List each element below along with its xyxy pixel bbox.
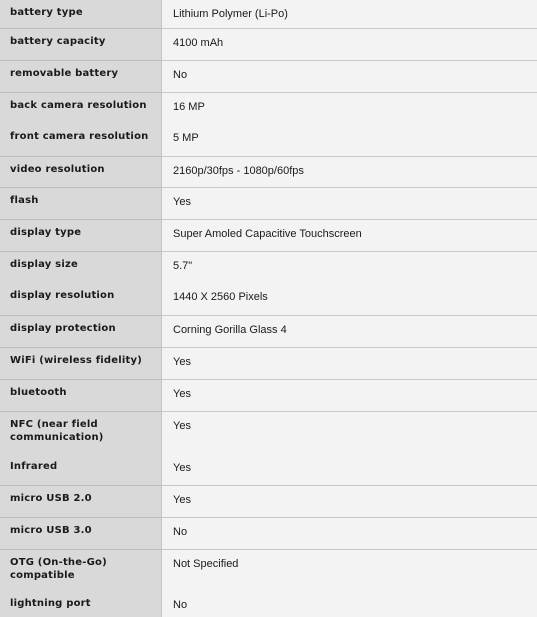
- spec-value: Lithium Polymer (Li-Po): [162, 0, 537, 28]
- spec-value: Not Specified: [162, 549, 537, 591]
- spec-row-battery-type: [0, 0, 537, 28]
- spec-label: video resolution: [0, 156, 162, 187]
- spec-value: Corning Gorilla Glass 4: [162, 315, 537, 347]
- spec-label: removable battery: [0, 60, 162, 92]
- spec-row-wifi: [0, 347, 537, 379]
- spec-row-nfc: [0, 411, 537, 454]
- spec-label: battery type: [0, 0, 162, 28]
- spec-label: micro USB 3.0: [0, 517, 162, 549]
- spec-row-lightning-port: [0, 591, 537, 617]
- spec-value: 1440 X 2560 Pixels: [162, 283, 537, 315]
- spec-label: display resolution: [0, 283, 162, 315]
- spec-row-bluetooth: [0, 379, 537, 411]
- spec-value: No: [162, 60, 537, 92]
- spec-value: 4100 mAh: [162, 28, 537, 60]
- spec-value: Yes: [162, 485, 537, 517]
- spec-row-removable-battery: [0, 60, 537, 92]
- spec-value: No: [162, 517, 537, 549]
- spec-row-video-resolution: [0, 156, 537, 187]
- spec-row-flash: [0, 187, 537, 219]
- spec-row-back-camera-resolution: [0, 92, 537, 124]
- spec-label: battery capacity: [0, 28, 162, 60]
- spec-row-front-camera-resolution: [0, 124, 537, 156]
- spec-value: Yes: [162, 187, 537, 219]
- spec-label: front camera resolution: [0, 124, 162, 156]
- spec-label: back camera resolution: [0, 92, 162, 124]
- spec-value: Yes: [162, 454, 537, 485]
- spec-value: 2160p/30fps - 1080p/60fps: [162, 156, 537, 187]
- spec-value: No: [162, 591, 537, 617]
- spec-label: bluetooth: [0, 379, 162, 411]
- spec-value: 5.7": [162, 251, 537, 283]
- spec-label: WiFi (wireless fidelity): [0, 347, 162, 379]
- spec-value: Yes: [162, 347, 537, 379]
- spec-row-otg: [0, 549, 537, 591]
- spec-row-battery-capacity: [0, 28, 537, 60]
- spec-row-micro-usb-2: [0, 485, 537, 517]
- spec-row-display-type: [0, 219, 537, 251]
- spec-row-display-resolution: [0, 283, 537, 315]
- spec-value: 5 MP: [162, 124, 537, 156]
- spec-label: display protection: [0, 315, 162, 347]
- spec-value: 16 MP: [162, 92, 537, 124]
- spec-label: lightning port: [0, 591, 162, 617]
- spec-row-micro-usb-3: [0, 517, 537, 549]
- spec-label: flash: [0, 187, 162, 219]
- spec-row-infrared: [0, 454, 537, 485]
- spec-label: display type: [0, 219, 162, 251]
- spec-row-display-size: [0, 251, 537, 283]
- spec-label: micro USB 2.0: [0, 485, 162, 517]
- spec-row-display-protection: [0, 315, 537, 347]
- spec-value: Yes: [162, 411, 537, 454]
- spec-value: Yes: [162, 379, 537, 411]
- spec-value: Super Amoled Capacitive Touchscreen: [162, 219, 537, 251]
- spec-label: Infrared: [0, 454, 162, 485]
- spec-label: NFC (near field communication): [0, 411, 162, 454]
- spec-label: OTG (On-the-Go) compatible: [0, 549, 162, 591]
- spec-label: display size: [0, 251, 162, 283]
